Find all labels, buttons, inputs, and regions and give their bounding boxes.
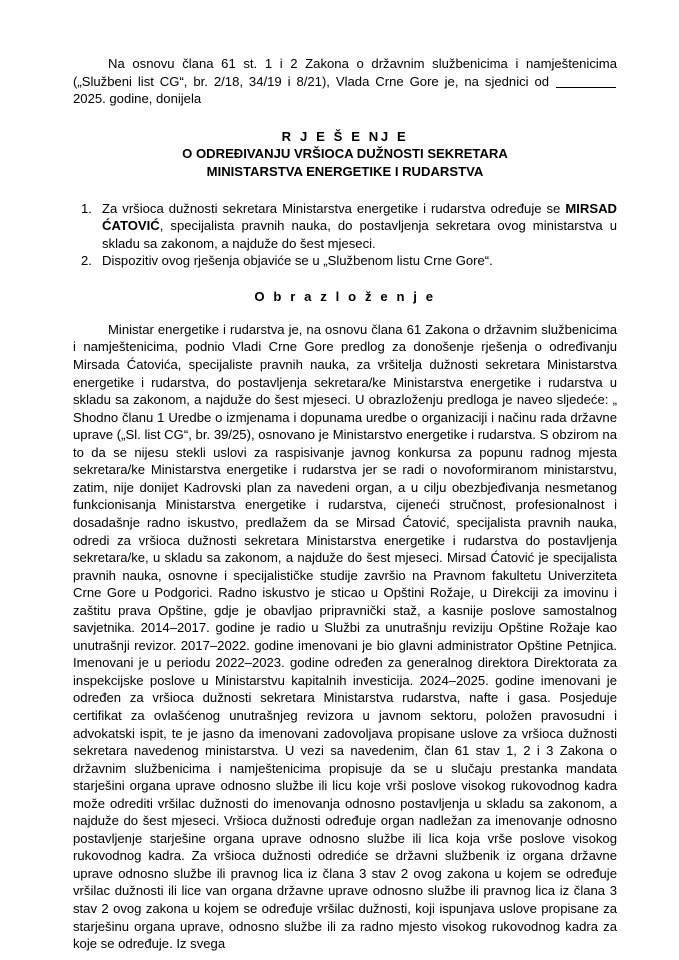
explanation-heading: O b r a z l o ž e n j e [254, 288, 436, 304]
preamble-text-part2: 2025. godine, donijela [73, 91, 202, 107]
decision-1-text-before-name: Za vršioca dužnosti sekretara Ministarstva energetike i rudarstva određuje se [102, 200, 566, 216]
title-line-ministry: MINISTARSTVA ENERGETIKE I RUDARSTVA [206, 164, 484, 180]
preamble-text-part1: Na osnovu člana 61 st. 1 i 2 Zakona o državnim službenicima i namještenicima („Službeni list CG“, br. 2/18, 34/19 i 8/21), Vlada Crne Gore je, na sjednici od [73, 56, 617, 89]
decision-2-text: Dispozitiv ovog rješenja objaviće se u „Službenom listu Crne Gore“. [102, 253, 493, 269]
decision-item-1 [73, 200, 617, 253]
title-line-rjesenje: R J E Š E NJ E [281, 128, 409, 144]
preamble-paragraph [73, 55, 617, 108]
decision-1-text-after-name: , specijalista pravnih nauka, do postavljenja sekretara ovog ministarstva u skladu sa zakonom, a najduže do šest mjeseci. [102, 218, 617, 251]
title-line-subject: O ODREĐIVANJU VRŠIOCA DUŽNOSTI SEKRETARA [182, 146, 508, 162]
decision-item-2 [73, 252, 617, 270]
date-blank-placeholder[interactable] [556, 87, 616, 88]
document-title-block [73, 128, 617, 181]
decisions-list [73, 200, 617, 270]
explanation-body-paragraph: Ministar energetike i rudarstva je, na osnovu člana 61 Zakona o državnim službenicima i namještenicima, podnio Vladi Crne Gore predlog za donošenje rješenja o određivanju Mirsada Ćatovića, specijaliste pravnih nauka, za vršitelja dužnosti sekretara Ministarstva energetike i rudarstva, do postavljenja sekretara/ke Ministarstva energetike i rudarstva u skladu sa zakonom, a najduže do šest mjeseci. U obrazloženju predloga je naveo sljedeće: „ Shodno članu 1 Uredbe o izmjenama i dopunama uredbe o organizaciji i načinu rada državne uprave („Sl. list CG“, br. 39/25), osnovano je Ministarstvo energetike i rudarstva. S obzirom na to da se nijesu stekli uslovi za raspisivanje javnog konkursa za popunu radnog mjesta sekretara/ke Ministarstva energetike i rudarstva jer se radi o novoformiranom ministarstvu, zatim, nije donijet Kadrovski plan za navedeni organ, a u cilju obezbjeđivanja nesmetanog funkcionisanja Ministarstva energetike i rudarstva, cijeneći stručnost, profesionalnost i dosadašnje radno iskustvo, predlažem da se Mirsad Ćatović, specijalista pravnih nauka, odredi za vršioca dužnosti sekretara Ministarstva energetike i rudarstva do postavljenja sekretara/ke, u skladu sa zakonom, a najduže do šest mjeseci. Mirsad Ćatović je specijalista pravnih nauka, osnovne i specijalističke studije završio na Pravnom fakultetu Univerziteta Crne Gore u Podgorici. Radno iskustvo je sticao u Opštini Rožaje, u Direkciji za imovinu i zaštitu prava Opštine, gdje je obavljao pripravnički staž, a kasnije poslove samostalnog savjetnika. 2014–2017. godine je radio u Službi za unutrašnju reviziju Opštine Rožaje kao unutrašnji revizor. 2017–2022. godine imenovani je bio glavni administrator Opštine Petnjica. Imenovani je u periodu 2022–2023. godine određen za generalnog direktora Direktorata za inspekcijske poslove u Ministarstvu kapitalnih investicija. 2024–2025. godine imenovani je određen za vršioca dužnosti sekretara Ministarstva rudarstva, nafte i gasa. Posjeduje certifikat za ovlašćenog unutrašnjeg revizora u javnom sektoru, položen pravosudni i advokatski ispit, te je jasno da imenovani zadovoljava propisane uslove za vršioca dužnosti sekretara navedenog ministarstva. U vezi sa navedenim, član 61 stav 1, 2 i 3 Zakona o državnim službenicima i namještenicima propisuje da se u slučaju prestanka mandata starješini organa uprave odnosno službe ili licu koje vrši poslove visokog rukovodnog kadra može odrediti vršilac dužnosti do imenovanja odnosno postavljenja u skladu sa zakonom, a najduže do šest mjeseci. Vršioca dužnosti određuje organ nadležan za imenovanje odnosno postavljenje starješine organa uprave odnosno službe ili lica koja vrše poslove visokog rukovodnog kadra. Za vršioca dužnosti odrediće se državni službenik iz organa državne uprave odnosno službe ili pravnog lica iz člana 3 stav 2 ovog zakona u kojem se određuje vršilac dužnosti ili lice van organa državne uprave odnosno službe ili pravnog lica iz člana 3 stav 2 ovog zakona u kojem se određuje vršilac dužnosti, koji ispunjava uslove propisane za starješinu organa uprave, odnosno službe ili za radno mjesto visokog rukovodnog kadra za koje se određuje. Iz svega [73, 321, 617, 952]
appointee-name: MIRSAD ĆATOVIĆ [102, 200, 617, 234]
